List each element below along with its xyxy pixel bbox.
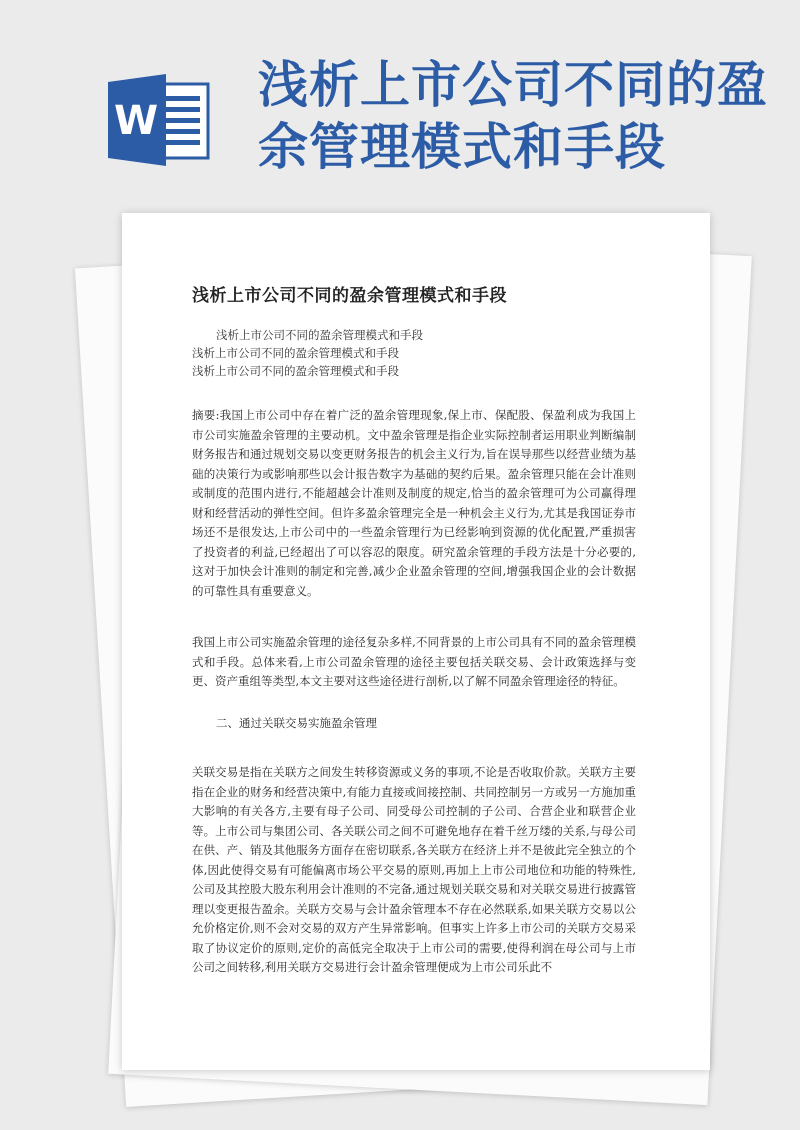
word-logo-letter: W xyxy=(113,98,159,144)
intro-paragraph: 我国上市公司实施盈余管理的途径复杂多样,不同背景的上市公司具有不同的盈余管理模式和手段。总体来看,上市公司盈余管理的途径主要包括关联交易、会计政策选择与变更、资产重组等类型,本文主要对这些途径进行剖析,以了解不同盈余管理途径的特征。 xyxy=(192,635,636,688)
page-title: 浅析上市公司不同的盈余管理模式和手段 xyxy=(258,56,768,176)
repeated-title-line: 浅析上市公司不同的盈余管理模式和手段 xyxy=(192,364,399,378)
section-heading: 二、通过关联交易实施盈余管理 xyxy=(216,716,377,730)
repeated-title-line: 浅析上市公司不同的盈余管理模式和手段 xyxy=(216,328,423,342)
body-paragraph: 关联交易是指在关联方之间发生转移资源或义务的事项,不论是否收取价款。关联方主要指在企业的财务和经营决策中,有能力直接或间接控制、共同控制另一方或另一方施加重大影响的有关各方,主要有母子公司、同受母公司控制的子公司、合营企业和联营企业等。上市公司与集团公司、各关联公司之间不可避免地存在着千丝万缕的关系,与母公司在供、产、销及其他服务方面存在密切联系,各关联方在经济上并不是彼此完全独立的个体,因此使得交易有可能偏离市场公平交易的原则,再加上上市公司地位和功能的特殊性,公司及其控股大股东利用会计准则的不完备,通过规划关联交易和对关联交易进行披露管理以变更报告盈余。关联方交易与会计盈余管理本不存在必然联系,如果关联方交易以公允价格定价,则不会对交易的双方产生异常影响。但事实上许多上市公司的关联方交易采取了协议定价的原则,定价的高低完全取决于上市公司的需要,使得利润在母公司与上市公司之间转移,利用关联方交易进行会计盈余管理便成为上市公司乐此不 xyxy=(192,765,636,974)
document-page xyxy=(122,213,710,1070)
abstract-paragraph: 摘要:我国上市公司中存在着广泛的盈余管理现象,保上市、保配股、保盈利成为我国上市公司实施盈余管理的主要动机。文中盈余管理是指企业实际控制者运用职业判断编制财务报告和通过规划交易以变更财务报告的机会主义行为,旨在误导那些以经营业绩为基础的决策行为或影响那些以会计报告数字为基础的契约后果。盈余管理只能在会计准则或制度的范围内进行,不能超越会计准则及制度的规定,恰当的盈余管理可为公司赢得理财和经营活动的弹性空间。但许多盈余管理完全是一种机会主义行为,尤其是我国证券市场还不是很发达,上市公司中的一些盈余管理行为已经影响到资源的优化配置,严重损害了投资者的利益,已经超出了可以容忍的限度。研究盈余管理的手段方法是十分必要的,这对于加快会计准则的制定和完善,减少企业盈余管理的空间,增强我国企业的会计数据的可靠性具有重要意义。 xyxy=(192,408,636,598)
repeated-title-line: 浅析上市公司不同的盈余管理模式和手段 xyxy=(192,346,399,360)
document-title: 浅析上市公司不同的盈余管理模式和手段 xyxy=(192,286,507,306)
repeated-title-block xyxy=(192,326,632,380)
